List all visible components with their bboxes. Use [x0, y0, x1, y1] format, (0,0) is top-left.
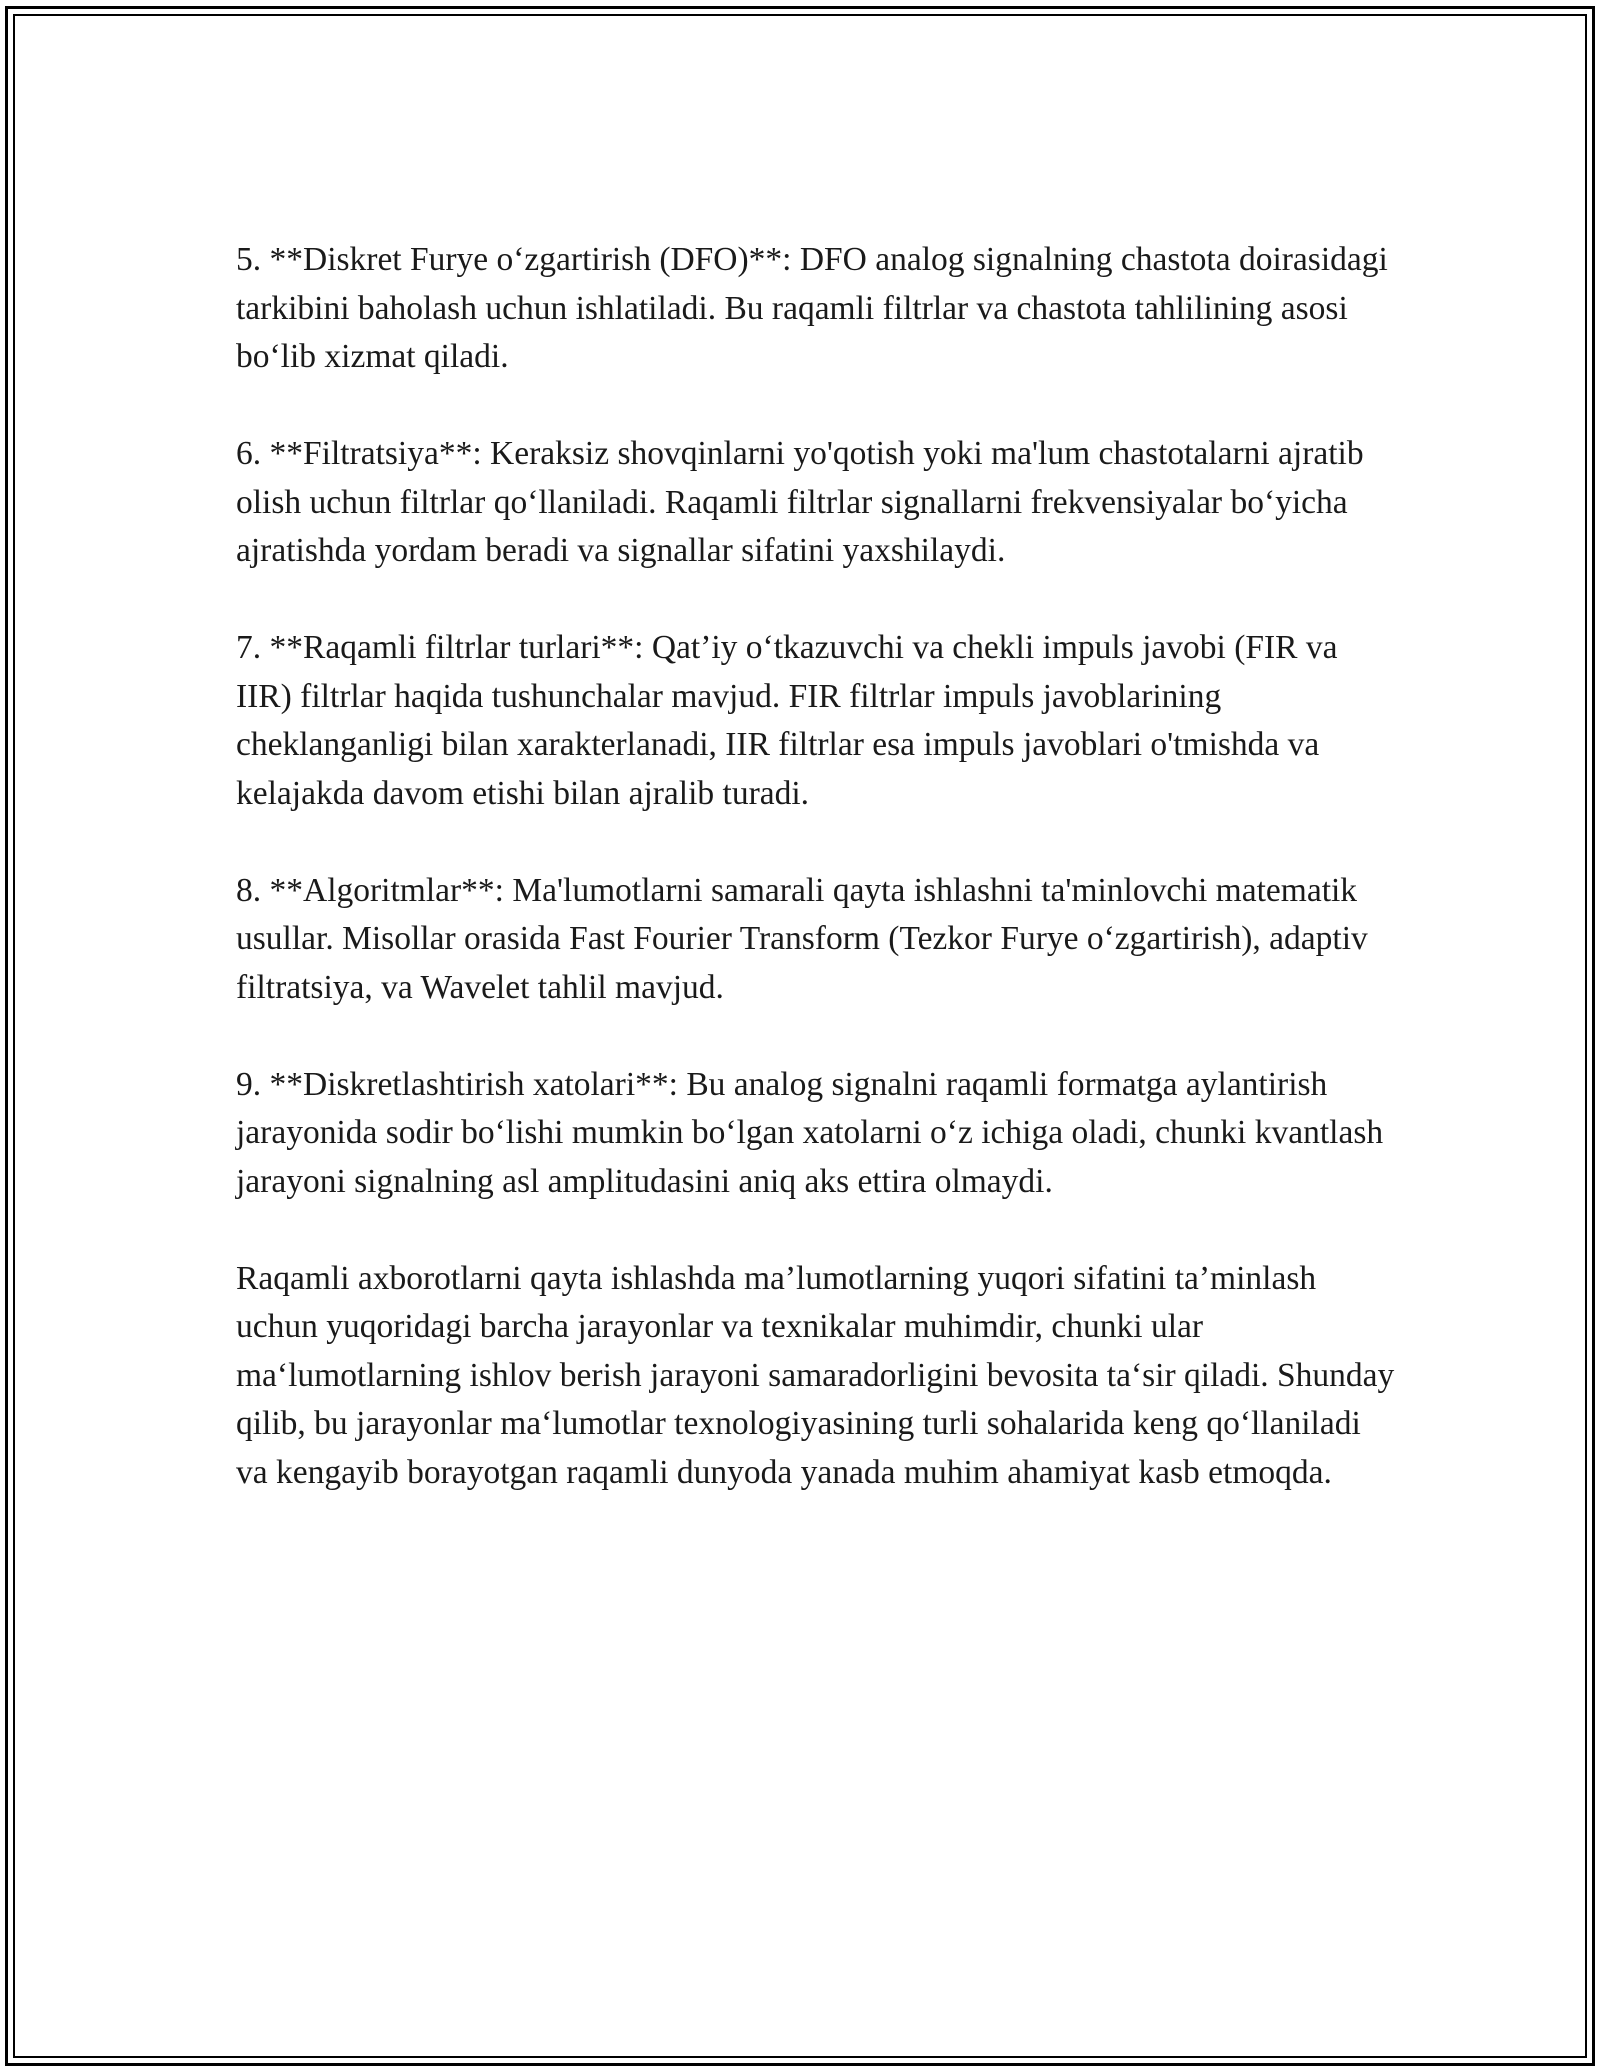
paragraph-diskretlashtirish-xatolari: 9. **Diskretlashtirish xatolari**: Bu analog signalni raqamli formatga aylantirish jarayonida sodir bo‘lishi mumkin bo‘lgan xatolarni o‘z ichiga oladi, chunki kvantlash jarayoni signalning asl amplitudasini aniq aks ettira olmaydi.	[236, 1065, 1384, 1200]
paragraph-algoritmlar: 8. **Algoritmlar**: Ma'lumotlarni samarali qayta ishlashni ta'minlovchi matematik usullar. Misollar orasida Fast Fourier Transform (Tezkor Furye o‘zgartirish), adaptiv filtratsiya, va Wavelet tahlil mavjud.	[236, 871, 1368, 1006]
paragraph-filtr-turlari: 7. **Raqamli filtrlar turlari**: Qat’iy o‘tkazuvchi va chekli impuls javobi (FIR va IIR) filtrlar haqida tushunchalar mavjud. FIR filtrlar impuls javoblarining cheklanganligi bilan xarakterlanadi, IIR filtrlar esa impuls javoblari o'tmishda va kelajakda davom etishi bilan ajralib turadi.	[236, 629, 1338, 812]
paragraph-conclusion: Raqamli axborotlarni qayta ishlashda ma’lumotlarning yuqori sifatini ta’minlash uchun yuqoridagi barcha jarayonlar va texnikalar muhimdir, chunki ular ma‘lumotlarning ishlov berish jarayoni samaradorligini bevosita ta‘sir qiladi. Shunday qilib, bu jarayonlar ma‘lumotlar texnologiyasining turli sohalarida keng qo‘llaniladi va kengayib borayotgan raqamli dunyoda yanada muhim ahamiyat kasb etmoqda.	[236, 1259, 1395, 1491]
paragraph-filtratsiya: 6. **Filtratsiya**: Keraksiz shovqinlarni yo'qotish yoki ma'lum chastotalarni ajratib olish uchun filtrlar qo‘llaniladi. Raqamli filtrlar signallarni frekvensiyalar bo‘yicha ajratishda yordam beradi va signallar sifatini yaxshilaydi.	[236, 435, 1364, 569]
document-body	[236, 236, 1396, 1546]
paragraph-dfo: 5. **Diskret Furye o‘zgartirish (DFO)**: DFO analog signalning chastota doirasidagi tarkibini baholash uchun ishlatiladi. Bu raqamli filtrlar va chastota tahlilining asosi bo‘lib xizmat qiladi.	[236, 241, 1388, 375]
